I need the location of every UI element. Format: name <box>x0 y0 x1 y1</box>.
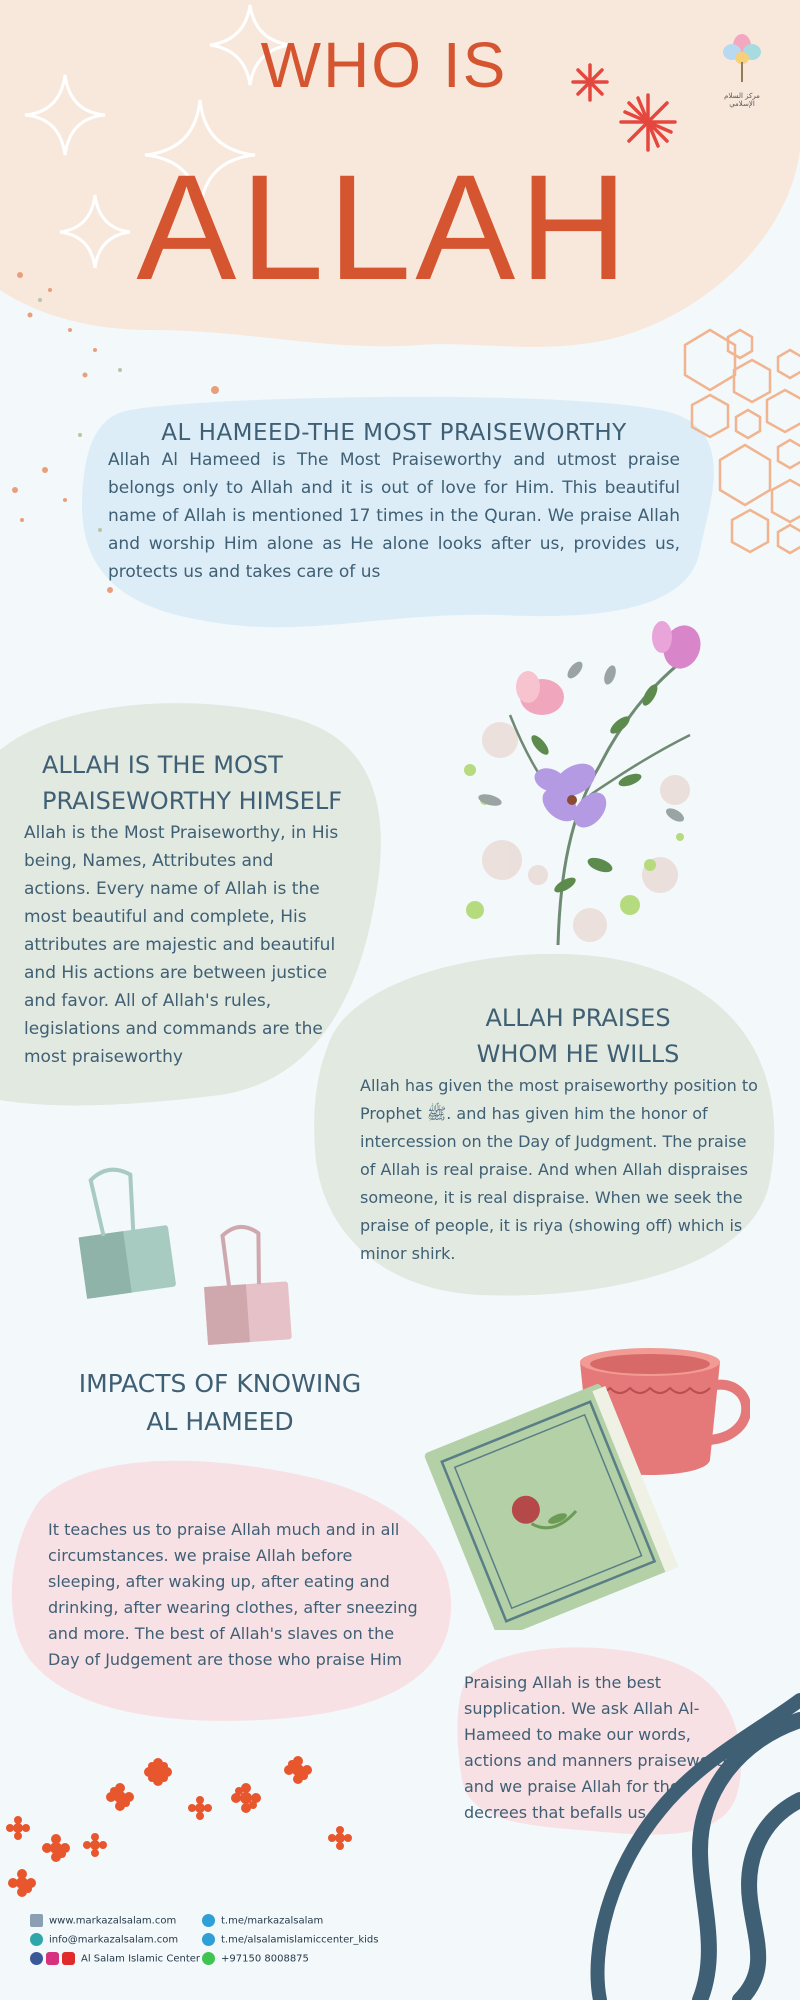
section-heading: ALLAH PRAISES <box>485 1004 671 1032</box>
instagram-icon <box>46 1952 59 1965</box>
section-al-hameed <box>108 420 680 586</box>
section-heading-line2: PRAISEWORTHY HIMSELF <box>42 787 343 815</box>
logo-caption: مركز السلام الإسلامي <box>724 92 760 108</box>
section-body: Allah Al Hameed is The Most Praiseworthy and utmost praise belongs only to Allah and it is out of love for Him. This beautiful name of Allah is mentioned 17 times in the Quran. We praise Allah and worship Him alone as He alone looks after us, provides us, protects us and takes care of us <box>108 450 680 582</box>
book-and-cup-illustration <box>420 1340 750 1630</box>
title-allah: ALLAH <box>136 143 632 311</box>
footer-phone-text: +97150 8008875 <box>221 1953 309 1965</box>
telegram-icon <box>202 1933 215 1946</box>
section-heading: AL HAMEED-THE MOST PRAISEWORTHY <box>161 420 627 446</box>
section-heading: ALLAH IS THE MOST <box>42 751 283 779</box>
telegram-icon <box>202 1914 215 1927</box>
section-body: Allah has given the most praiseworthy position to Prophet ﷺ. and has given him the honor of intercession on the Day of Judgment. The praise of Allah is real praise. And when Allah dispraises someone, it is real dispraise. When we seek the praise of people, it is riya (showing off) which is minor shirk. <box>360 1076 758 1263</box>
footer-telegram-1[interactable] <box>202 1914 323 1927</box>
footer-telegram-2-text: t.me/alsalamislamiccenter_kids <box>221 1934 379 1946</box>
section-allah-praises <box>360 1000 766 1268</box>
section-heading: IMPACTS OF KNOWING <box>78 1369 362 1398</box>
impacts-body-1: It teaches us to praise Allah much and in all circumstances. we praise Allah before sleeping, after waking up, after eating and drinking, after wearing clothes, after sneezing and more. The best of Allah's slaves on the Day of Judgement are those who praise Him <box>48 1520 418 1669</box>
monitor-icon <box>30 1914 43 1927</box>
flower-bouquet-illustration <box>450 615 720 955</box>
whatsapp-icon <box>202 1952 215 1965</box>
section-impacts-heading <box>40 1365 400 1441</box>
youtube-icon <box>62 1952 75 1965</box>
impacts-body-2: Praising Allah is the best supplication. We ask Allah Al-Hameed to make our words, actions and manners praiseworthy and we praise Allah for the decrees that befalls us <box>464 1673 742 1822</box>
section-body: Allah is the Most Praiseworthy, in His being, Names, Attributes and actions. Every name of Allah is the most beautiful and complete, His attributes are majestic and beautiful and His actions are between justice and favor. All of Allah's rules, legislations and commands are the most praiseworthy <box>24 823 339 1067</box>
footer-telegram-2[interactable] <box>202 1933 378 1946</box>
footer-social[interactable] <box>30 1952 200 1965</box>
footer-website-text: www.markazalsalam.com <box>49 1915 177 1927</box>
footer-social-text: Al Salam Islamic Center <box>81 1953 201 1965</box>
footer-telegram-1-text: t.me/markazalsalam <box>221 1915 324 1927</box>
footer-email-text: info@markazalsalam.com <box>49 1934 179 1946</box>
footer-phone[interactable] <box>202 1952 309 1965</box>
section-most-praiseworthy-himself <box>24 747 344 1071</box>
title-who-is: WHO IS <box>260 29 508 101</box>
footer-website[interactable] <box>30 1914 176 1927</box>
section-heading-line2: WHOM HE WILLS <box>476 1040 680 1068</box>
footer-email[interactable] <box>30 1933 178 1946</box>
email-icon <box>30 1933 43 1946</box>
binder-clips-illustration <box>75 1160 305 1350</box>
section-heading-line2: AL HAMEED <box>146 1407 294 1436</box>
facebook-icon <box>30 1952 43 1965</box>
